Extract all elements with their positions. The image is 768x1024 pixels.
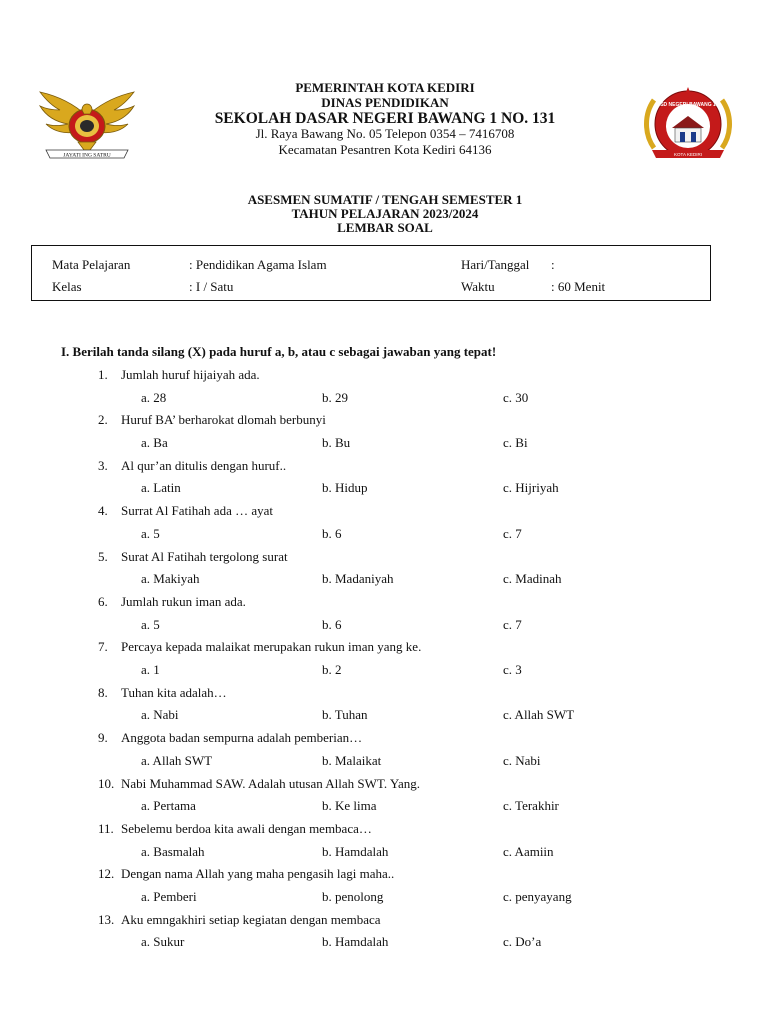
answer-option-a: a. 5 xyxy=(141,525,160,541)
header-school-name: SEKOLAH DASAR NEGERI BAWANG 1 NO. 131 xyxy=(214,110,556,127)
class-value: : I / Satu xyxy=(189,279,234,294)
question-text: Tuhan kita adalah… xyxy=(121,684,227,700)
logo-right-top-text: SD NEGERI BAWANG 1 xyxy=(660,102,716,108)
answer-option-c: c. Aamiin xyxy=(503,843,554,859)
section-instruction: I. Berilah tanda silang (X) pada huruf a, b, atau c sebagai jawaban yang tepat! xyxy=(61,344,497,359)
header-government: PEMERINTAH KOTA KEDIRI xyxy=(295,80,475,95)
answer-option-a: a. 5 xyxy=(141,616,160,632)
exam-info-box xyxy=(31,245,711,301)
question-number: 10. xyxy=(98,775,115,791)
answer-option-b: b. Madaniyah xyxy=(322,571,394,587)
question-text: Jumlah rukun iman ada. xyxy=(121,594,246,609)
answer-option-b: b. 29 xyxy=(322,389,348,405)
question-number: 1. xyxy=(98,367,108,382)
question-text: Sebelemu berdoa kita awali dengan membaca… xyxy=(121,821,372,836)
question-text: Nabi Muhammad SAW. Adalah utusan Allah SWT. Yang. xyxy=(121,775,421,791)
logo-left-motto: JAYATI ING SATRU xyxy=(63,152,111,159)
answer-option-b: b. Malaikat xyxy=(322,752,382,768)
question-number: 5. xyxy=(98,548,108,564)
answer-option-a: a. Sukur xyxy=(141,934,185,950)
answer-option-c: c. 30 xyxy=(503,389,529,405)
question-number: 8. xyxy=(98,684,108,700)
question-number: 4. xyxy=(98,503,108,519)
answer-option-c: c. Nabi xyxy=(503,752,541,768)
answer-option-c: c. 7 xyxy=(503,525,522,541)
answer-option-c: c. 7 xyxy=(503,616,522,632)
answer-option-c: c. Do’a xyxy=(503,934,542,950)
answer-option-b: b. Hamdalah xyxy=(322,843,389,859)
exam-year: TAHUN PELAJARAN 2023/2024 xyxy=(291,206,479,221)
answer-option-a: a. Basmalah xyxy=(141,843,205,859)
question-text: Surat Al Fatihah tergolong surat xyxy=(121,548,288,564)
answer-option-c: c. Hijriyah xyxy=(503,480,559,496)
answer-option-b: b. Hidup xyxy=(322,480,368,496)
question-number: 6. xyxy=(98,594,108,609)
answer-option-b: b. Hamdalah xyxy=(322,934,389,950)
answer-option-c: c. Madinah xyxy=(503,571,562,587)
answer-option-c: c. Terakhir xyxy=(503,798,559,814)
header-address: Jl. Raya Bawang No. 05 Telepon 0354 – 7416708 xyxy=(255,126,515,141)
header-department: DINAS PENDIDIKAN xyxy=(321,95,449,110)
question-text: Al qur’an ditulis dengan huruf.. xyxy=(121,457,287,473)
question-number: 9. xyxy=(98,730,108,746)
question-number: 13. xyxy=(98,911,115,927)
answer-option-c: c. 3 xyxy=(503,661,522,677)
header-district: Kecamatan Pesantren Kota Kediri 64136 xyxy=(278,142,492,157)
date-label: Hari/Tanggal xyxy=(461,257,530,272)
question-text: Anggota badan sempurna adalah pemberian… xyxy=(121,730,363,746)
time-label: Waktu xyxy=(461,279,495,294)
logo-right-banner-text: KOTA KEDIRI xyxy=(674,152,702,157)
subject-value: : Pendidikan Agama Islam xyxy=(189,257,327,272)
answer-option-b: b. Ke lima xyxy=(322,798,377,814)
answer-option-a: a. Nabi xyxy=(141,707,179,723)
answer-option-a: a. Makiyah xyxy=(141,571,200,587)
answer-option-a: a. Latin xyxy=(141,480,181,496)
question-number: 3. xyxy=(98,457,108,473)
question-text: Aku emngakhiri setiap kegiatan dengan membaca xyxy=(121,911,381,927)
answer-option-b: b. 6 xyxy=(322,525,342,541)
exam-title: ASESMEN SUMATIF / TENGAH SEMESTER 1 xyxy=(247,192,523,207)
subject-label: Mata Pelajaran xyxy=(52,257,131,272)
answer-option-c: c. Allah SWT xyxy=(503,707,575,723)
question-text: Jumlah huruf hijaiyah ada. xyxy=(121,367,260,382)
school-emblem-logo xyxy=(642,84,734,166)
answer-option-b: b. penolong xyxy=(322,888,384,904)
answer-option-a: a. 28 xyxy=(141,389,167,405)
question-number: 2. xyxy=(98,412,108,428)
answer-option-a: a. Allah SWT xyxy=(141,752,213,768)
question-number: 12. xyxy=(98,866,115,882)
answer-option-c: c. penyayang xyxy=(503,888,572,904)
question-text: Dengan nama Allah yang maha pengasih lagi maha.. xyxy=(121,866,395,882)
answer-option-c: c. Bi xyxy=(503,434,528,450)
time-value: : 60 Menit xyxy=(551,279,606,294)
answer-option-b: b. 6 xyxy=(322,616,342,632)
question-number: 7. xyxy=(98,639,108,655)
question-number: 11. xyxy=(98,821,114,836)
answer-option-a: a. Pertama xyxy=(141,798,196,814)
question-text: Huruf BA’ berharokat dlomah berbunyi xyxy=(121,412,326,428)
date-value: : xyxy=(551,257,555,272)
answer-option-b: b. 2 xyxy=(322,661,342,677)
exam-sheet-label: LEMBAR SOAL xyxy=(337,220,433,235)
answer-option-a: a. Pemberi xyxy=(141,888,197,904)
question-text: Percaya kepada malaikat merupakan rukun iman yang ke. xyxy=(121,639,422,655)
class-label: Kelas xyxy=(52,279,82,294)
answer-option-b: b. Bu xyxy=(322,434,351,450)
question-text: Surrat Al Fatihah ada … ayat xyxy=(121,503,273,519)
answer-option-b: b. Tuhan xyxy=(322,707,368,723)
answer-option-a: a. Ba xyxy=(141,434,168,450)
kediri-city-emblem-logo xyxy=(38,86,136,164)
answer-option-a: a. 1 xyxy=(141,661,160,677)
